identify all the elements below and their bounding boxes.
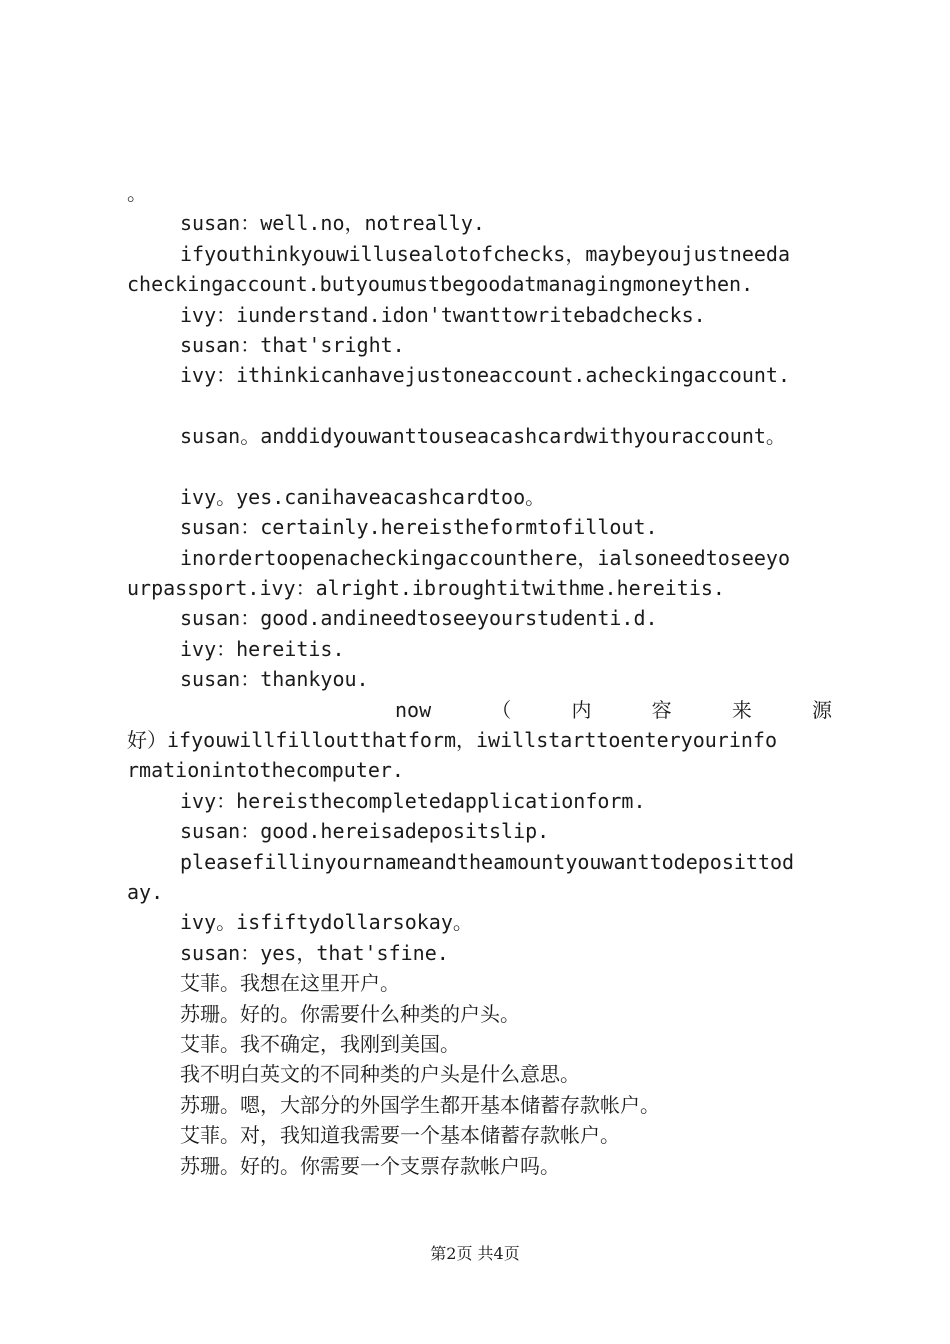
blank-line <box>127 452 832 482</box>
text-line: rmationintothecomputer. <box>127 758 404 783</box>
justified-word: 来 <box>731 697 752 722</box>
justified-text-line <box>127 695 832 725</box>
justified-word: 容 <box>651 697 672 722</box>
text-line: 艾菲。对，我知道我需要一个基本储蓄存款帐户。 <box>180 1123 620 1148</box>
page-number-footer: 第2页 共4页 <box>430 1244 520 1263</box>
text-line: 。 <box>127 181 147 205</box>
text-line: susan：good.andineedtoseeyourstudenti.d. <box>180 606 658 631</box>
text-line: susan：thankyou. <box>180 667 369 692</box>
text-line: susan：certainly.hereistheformtofillout. <box>180 515 658 540</box>
text-line: ay. <box>127 879 164 904</box>
text-line: inordertoopenacheckingaccounthere，ialsoneedtoseeyo <box>180 545 791 570</box>
text-line: susan：yes，that'sfine. <box>180 940 449 965</box>
text-line: 我不明白英文的不同种类的户头是什么意思。 <box>180 1062 580 1087</box>
text-line: urpassport.ivy：alright.ibroughtitwithme.hereitis. <box>127 576 725 601</box>
text-line: ivy：iunderstand.idon'twanttowritebadchecks. <box>180 302 706 327</box>
text-line: susan：good.hereisadepositslip. <box>180 819 550 844</box>
text-line: 苏珊。好的。你需要什么种类的户头。 <box>180 1001 520 1026</box>
text-line: 苏珊。嗯，大部分的外国学生都开基本储蓄存款帐户。 <box>180 1092 660 1117</box>
blank-line <box>127 391 832 421</box>
document-body <box>127 178 832 1181</box>
text-line: ivy。yes.canihaveacashcardtoo。 <box>180 484 546 509</box>
justified-word: （ <box>491 697 512 722</box>
text-line: checkingaccount.butyoumustbegoodatmanagingmoneythen. <box>127 272 754 297</box>
justified-word: 源 <box>811 697 832 722</box>
text-line: ifyouthinkyouwillusealotofchecks，maybeyoujustneeda <box>180 241 791 266</box>
text-line: 艾菲。我不确定，我刚到美国。 <box>180 1031 460 1056</box>
justified-word: 内 <box>571 697 592 722</box>
text-line: susan。anddidyouwanttouseacashcardwithyouraccount。 <box>180 424 786 449</box>
text-line: pleasefillinyournameandtheamountyouwanttodeposittod <box>180 849 795 874</box>
text-line: 艾菲。我想在这里开户。 <box>180 971 400 996</box>
text-line: ivy。isfiftydollarsokay。 <box>180 910 473 935</box>
text-line: 苏珊。好的。你需要一个支票存款帐户吗。 <box>180 1153 560 1178</box>
text-line: ivy：hereitis. <box>180 636 345 661</box>
text-line: susan：that'sright. <box>180 332 405 357</box>
text-line: ivy：ithinkicanhavejustoneaccount.acheckingaccount. <box>180 363 791 388</box>
text-line: susan：well.no，notreally. <box>180 211 485 236</box>
text-line: 好）ifyouwillfilloutthatform，iwillstarttoenteryourinfo <box>127 728 778 753</box>
justified-word: now <box>395 697 432 722</box>
text-line: ivy：hereisthecompletedapplicationform. <box>180 788 646 813</box>
